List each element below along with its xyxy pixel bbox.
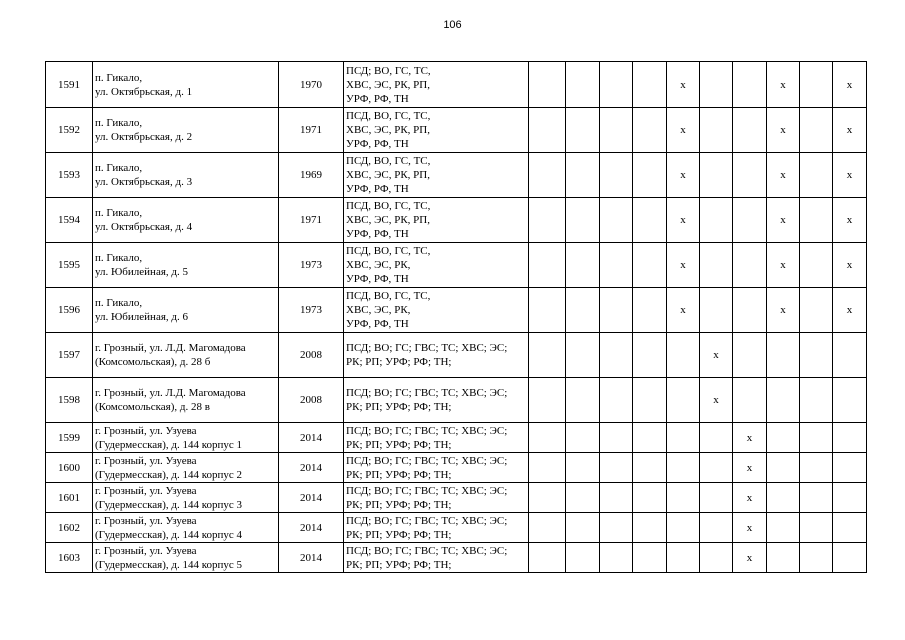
address-cell: п. Гикало, ул. Юбилейная, д. 6 <box>93 288 279 333</box>
row-number-cell: 1601 <box>46 483 93 513</box>
mark-cell: x <box>667 288 700 333</box>
address-cell: п. Гикало, ул. Юбилейная, д. 5 <box>93 243 279 288</box>
table-row <box>46 288 867 333</box>
mark-cell <box>633 198 667 243</box>
mark-cell <box>529 513 566 543</box>
mark-cell <box>800 108 833 153</box>
mark-cell <box>767 333 800 378</box>
mark-cell: x <box>833 108 867 153</box>
mark-cell <box>566 513 600 543</box>
mark-cell: x <box>833 288 867 333</box>
mark-cell: x <box>767 243 800 288</box>
mark-cell <box>529 288 566 333</box>
services-cell: ПСД; ВО; ГС; ГВС; ТС; ХВС; ЭС; РК; РП; УРФ; РФ; ТН; <box>344 483 529 513</box>
mark-cell: x <box>833 198 867 243</box>
registry-body <box>46 62 867 573</box>
mark-cell <box>600 153 633 198</box>
mark-cell <box>600 108 633 153</box>
table-row <box>46 62 867 108</box>
address-cell: п. Гикало, ул. Октябрьская, д. 3 <box>93 153 279 198</box>
table-row <box>46 483 867 513</box>
services-cell: ПСД; ВО, ГС, ТС, ХВС, ЭС, РК, РП, УРФ, РФ, ТН <box>344 62 529 108</box>
mark-cell <box>566 108 600 153</box>
mark-cell <box>529 543 566 573</box>
mark-cell <box>667 513 700 543</box>
mark-cell <box>529 243 566 288</box>
mark-cell <box>600 513 633 543</box>
mark-cell <box>700 108 733 153</box>
table-row <box>46 378 867 423</box>
address-cell: г. Грозный, ул. Узуева (Гудермесская), д. 144 корпус 5 <box>93 543 279 573</box>
mark-cell <box>833 543 867 573</box>
mark-cell <box>600 423 633 453</box>
address-cell: п. Гикало, ул. Октябрьская, д. 4 <box>93 198 279 243</box>
mark-cell <box>633 153 667 198</box>
mark-cell <box>633 288 667 333</box>
mark-cell <box>800 243 833 288</box>
mark-cell <box>800 288 833 333</box>
mark-cell <box>700 483 733 513</box>
mark-cell <box>529 198 566 243</box>
mark-cell <box>633 62 667 108</box>
mark-cell <box>733 62 767 108</box>
row-number-cell: 1600 <box>46 453 93 483</box>
mark-cell <box>700 198 733 243</box>
year-built-cell: 2014 <box>279 543 344 573</box>
mark-cell <box>800 423 833 453</box>
mark-cell: x <box>667 108 700 153</box>
address-cell: г. Грозный, ул. Л.Д. Магомадова (Комсомольская), д. 28 в <box>93 378 279 423</box>
mark-cell <box>566 62 600 108</box>
mark-cell: x <box>733 423 767 453</box>
year-built-cell: 2008 <box>279 333 344 378</box>
mark-cell <box>566 333 600 378</box>
row-number-cell: 1595 <box>46 243 93 288</box>
year-built-cell: 2014 <box>279 483 344 513</box>
row-number-cell: 1594 <box>46 198 93 243</box>
mark-cell <box>700 62 733 108</box>
mark-cell: x <box>833 62 867 108</box>
mark-cell: x <box>833 243 867 288</box>
services-cell: ПСД, ВО, ГС, ТС, ХВС, ЭС, РК, РП, УРФ, РФ, ТН <box>344 108 529 153</box>
mark-cell <box>600 243 633 288</box>
housing-registry-table <box>45 61 867 573</box>
mark-cell <box>800 333 833 378</box>
mark-cell <box>529 378 566 423</box>
row-number-cell: 1602 <box>46 513 93 543</box>
mark-cell <box>600 378 633 423</box>
mark-cell <box>600 288 633 333</box>
table-row <box>46 423 867 453</box>
address-cell: г. Грозный, ул. Л.Д. Магомадова (Комсомольская), д. 28 б <box>93 333 279 378</box>
mark-cell <box>529 423 566 453</box>
page-number: 106 <box>443 19 462 31</box>
row-number-cell: 1599 <box>46 423 93 453</box>
mark-cell <box>733 243 767 288</box>
row-number-cell: 1596 <box>46 288 93 333</box>
mark-cell <box>633 423 667 453</box>
mark-cell: x <box>667 198 700 243</box>
mark-cell <box>600 453 633 483</box>
address-cell: п. Гикало, ул. Октябрьская, д. 2 <box>93 108 279 153</box>
mark-cell <box>566 288 600 333</box>
mark-cell <box>529 483 566 513</box>
mark-cell <box>566 198 600 243</box>
mark-cell <box>566 378 600 423</box>
mark-cell <box>833 423 867 453</box>
year-built-cell: 1973 <box>279 243 344 288</box>
mark-cell <box>767 423 800 453</box>
table-row <box>46 453 867 483</box>
address-cell: г. Грозный, ул. Узуева (Гудермесская), д. 144 корпус 1 <box>93 423 279 453</box>
services-cell: ПСД; ВО; ГС; ГВС; ТС; ХВС; ЭС; РК; РП; УРФ; РФ; ТН; <box>344 378 529 423</box>
mark-cell <box>833 453 867 483</box>
mark-cell <box>733 108 767 153</box>
mark-cell <box>600 543 633 573</box>
mark-cell <box>733 153 767 198</box>
row-number-cell: 1598 <box>46 378 93 423</box>
services-cell: ПСД, ВО, ГС, ТС, ХВС, ЭС, РК, РП, УРФ, РФ, ТН <box>344 198 529 243</box>
year-built-cell: 2014 <box>279 423 344 453</box>
mark-cell <box>566 543 600 573</box>
mark-cell <box>633 483 667 513</box>
services-cell: ПСД, ВО, ГС, ТС, ХВС, ЭС, РК, РП, УРФ, РФ, ТН <box>344 153 529 198</box>
mark-cell <box>733 378 767 423</box>
mark-cell <box>700 288 733 333</box>
services-cell: ПСД; ВО; ГС; ГВС; ТС; ХВС; ЭС; РК; РП; УРФ; РФ; ТН; <box>344 513 529 543</box>
mark-cell <box>800 198 833 243</box>
mark-cell <box>529 333 566 378</box>
mark-cell: x <box>733 513 767 543</box>
table-row <box>46 333 867 378</box>
mark-cell <box>667 423 700 453</box>
mark-cell <box>833 513 867 543</box>
address-cell: г. Грозный, ул. Узуева (Гудермесская), д. 144 корпус 4 <box>93 513 279 543</box>
mark-cell <box>633 453 667 483</box>
mark-cell <box>700 513 733 543</box>
mark-cell: x <box>833 153 867 198</box>
row-number-cell: 1591 <box>46 62 93 108</box>
mark-cell <box>667 333 700 378</box>
mark-cell <box>833 483 867 513</box>
mark-cell <box>600 483 633 513</box>
mark-cell <box>633 378 667 423</box>
mark-cell <box>800 453 833 483</box>
mark-cell <box>733 198 767 243</box>
year-built-cell: 1970 <box>279 62 344 108</box>
row-number-cell: 1603 <box>46 543 93 573</box>
mark-cell <box>667 378 700 423</box>
mark-cell <box>566 153 600 198</box>
mark-cell <box>700 243 733 288</box>
mark-cell: x <box>667 153 700 198</box>
mark-cell <box>600 62 633 108</box>
table-row <box>46 198 867 243</box>
mark-cell: x <box>733 543 767 573</box>
table-row <box>46 108 867 153</box>
mark-cell <box>529 453 566 483</box>
services-cell: ПСД; ВО; ГС; ГВС; ТС; ХВС; ЭС; РК; РП; УРФ; РФ; ТН; <box>344 453 529 483</box>
mark-cell: x <box>767 153 800 198</box>
year-built-cell: 1969 <box>279 153 344 198</box>
mark-cell: x <box>700 378 733 423</box>
mark-cell <box>800 153 833 198</box>
mark-cell <box>733 288 767 333</box>
mark-cell <box>633 543 667 573</box>
year-built-cell: 1971 <box>279 198 344 243</box>
row-number-cell: 1597 <box>46 333 93 378</box>
mark-cell: x <box>667 62 700 108</box>
services-cell: ПСД; ВО; ГС; ГВС; ТС; ХВС; ЭС; РК; РП; УРФ; РФ; ТН; <box>344 423 529 453</box>
mark-cell <box>566 423 600 453</box>
mark-cell <box>633 333 667 378</box>
mark-cell <box>529 62 566 108</box>
mark-cell <box>633 108 667 153</box>
mark-cell <box>600 198 633 243</box>
table-row <box>46 513 867 543</box>
mark-cell <box>800 378 833 423</box>
address-cell: г. Грозный, ул. Узуева (Гудермесская), д. 144 корпус 3 <box>93 483 279 513</box>
mark-cell <box>529 153 566 198</box>
mark-cell <box>529 108 566 153</box>
mark-cell <box>667 543 700 573</box>
mark-cell <box>566 453 600 483</box>
mark-cell <box>800 62 833 108</box>
mark-cell: x <box>733 453 767 483</box>
mark-cell <box>667 453 700 483</box>
row-number-cell: 1593 <box>46 153 93 198</box>
table-row <box>46 243 867 288</box>
mark-cell <box>767 543 800 573</box>
address-cell: п. Гикало, ул. Октябрьская, д. 1 <box>93 62 279 108</box>
mark-cell: x <box>767 288 800 333</box>
mark-cell <box>767 513 800 543</box>
mark-cell <box>767 453 800 483</box>
table-row <box>46 153 867 198</box>
mark-cell <box>633 513 667 543</box>
mark-cell <box>700 153 733 198</box>
mark-cell <box>667 483 700 513</box>
mark-cell <box>767 483 800 513</box>
mark-cell <box>700 423 733 453</box>
mark-cell <box>833 378 867 423</box>
mark-cell: x <box>733 483 767 513</box>
mark-cell <box>633 243 667 288</box>
year-built-cell: 2014 <box>279 453 344 483</box>
mark-cell <box>700 543 733 573</box>
mark-cell <box>833 333 867 378</box>
year-built-cell: 2008 <box>279 378 344 423</box>
mark-cell: x <box>767 198 800 243</box>
address-cell: г. Грозный, ул. Узуева (Гудермесская), д. 144 корпус 2 <box>93 453 279 483</box>
services-cell: ПСД; ВО; ГС; ГВС; ТС; ХВС; ЭС; РК; РП; УРФ; РФ; ТН; <box>344 543 529 573</box>
row-number-cell: 1592 <box>46 108 93 153</box>
table-row <box>46 543 867 573</box>
year-built-cell: 2014 <box>279 513 344 543</box>
mark-cell: x <box>767 108 800 153</box>
mark-cell: x <box>667 243 700 288</box>
services-cell: ПСД, ВО, ГС, ТС, ХВС, ЭС, РК, УРФ, РФ, ТН <box>344 243 529 288</box>
mark-cell <box>700 453 733 483</box>
services-cell: ПСД; ВО; ГС; ГВС; ТС; ХВС; ЭС; РК; РП; УРФ; РФ; ТН; <box>344 333 529 378</box>
mark-cell <box>800 483 833 513</box>
mark-cell: x <box>700 333 733 378</box>
mark-cell <box>600 333 633 378</box>
year-built-cell: 1971 <box>279 108 344 153</box>
mark-cell <box>733 333 767 378</box>
mark-cell <box>566 483 600 513</box>
mark-cell <box>566 243 600 288</box>
mark-cell <box>800 513 833 543</box>
mark-cell <box>767 378 800 423</box>
mark-cell <box>800 543 833 573</box>
services-cell: ПСД, ВО, ГС, ТС, ХВС, ЭС, РК, УРФ, РФ, ТН <box>344 288 529 333</box>
year-built-cell: 1973 <box>279 288 344 333</box>
mark-cell: x <box>767 62 800 108</box>
